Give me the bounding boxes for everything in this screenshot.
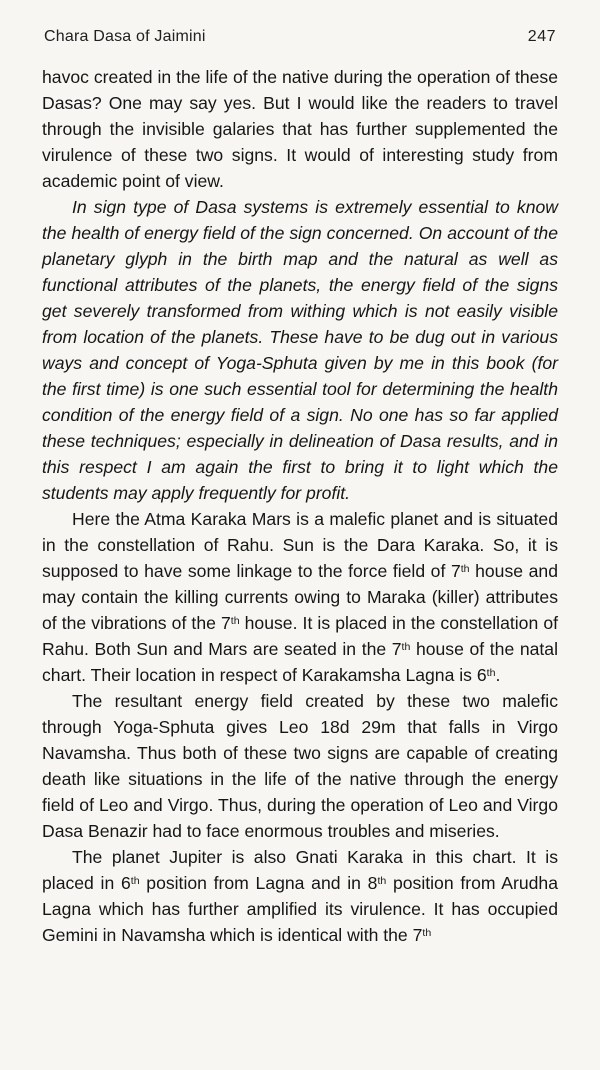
paragraph: The resultant energy field created by these two malefic through Yoga-Sphuta gives Leo 18d 29m that falls in Virgo Navamsha. Thus both of these two signs are capable of creating death like situations in the life of the native through the energy field of Leo and Virgo. Thus, during the operation of Leo and Virgo Dasa Benazir had to face enormous troubles and miseries.: [42, 691, 558, 841]
paragraph: havoc created in the life of the native during the operation of these Dasas? One may say yes. But I would like the readers to travel through the invisible galaries that has further supplemented the virulence of these two signs. It would of interesting study from academic point of view.: [42, 67, 558, 191]
paragraph: The planet Jupiter is also Gnati Karaka in this chart. It is placed in 6th position from Lagna and in 8th position from Arudha Lagna which has further amplified its virulence. It has occupied Gemini in Navamsha which is identical with the 7th: [42, 847, 558, 945]
page-number: 247: [527, 28, 556, 45]
paragraph: In sign type of Dasa systems is extremely essential to know the health of energy field of the sign concerned. On account of the planetary glyph in the birth map and the natural as well as functional attributes of the planets, the energy field of the signs get severely transformed from withing which is not easily visible from location of the planets. These have to be dug out in various ways and concept of Yoga-Sphuta given by me in this book (for the first time) is one such essential tool for determining the health condition of the energy field of a sign. No one has so far applied these techniques; especially in delineation of Dasa results, and in this respect I am again the first to bring it to light which the students may apply frequently for profit.: [42, 197, 558, 503]
page-body: [42, 64, 558, 948]
paragraph: Here the Atma Karaka Mars is a malefic planet and is situated in the constellation of Rahu. Sun is the Dara Karaka. So, it is supposed to have some linkage to the force field of 7th house and may contain the killing currents owing to Maraka (killer) attributes of the vibrations of the 7th house. It is placed in the constellation of Rahu. Both Sun and Mars are seated in the 7th house of the natal chart. Their location in respect of Karakamsha Lagna is 6th.: [42, 509, 558, 685]
running-title: Chara Dasa of Jaimini: [44, 28, 206, 45]
page-header: [42, 28, 558, 46]
